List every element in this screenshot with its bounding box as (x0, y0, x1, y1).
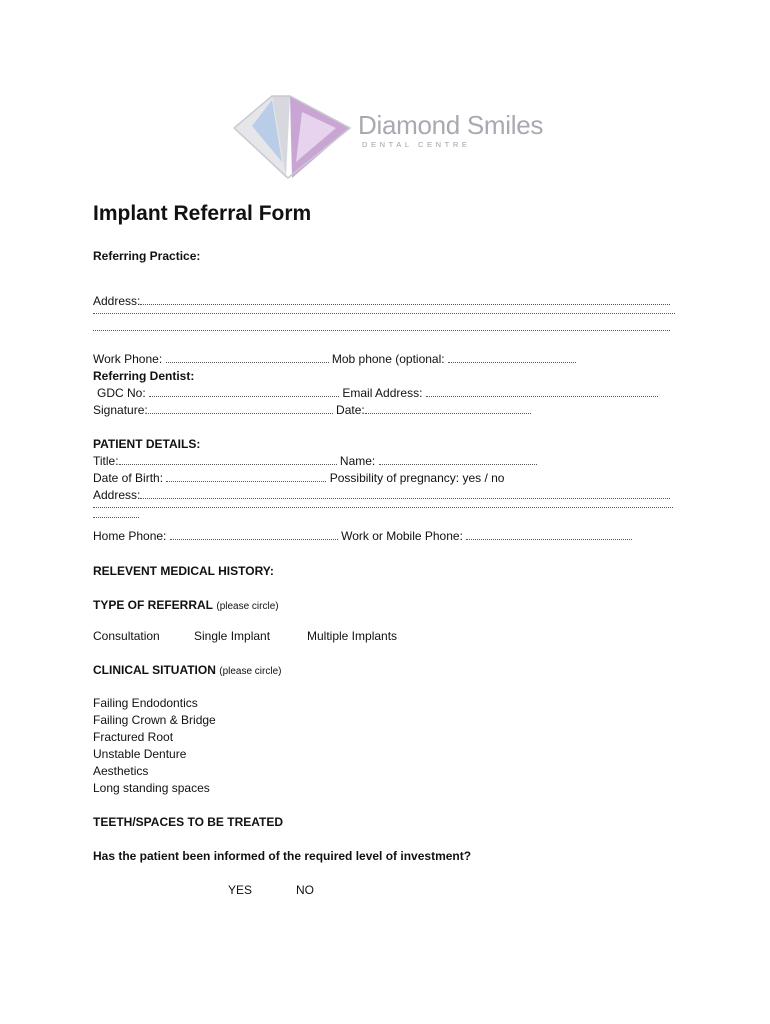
dob-field[interactable] (166, 473, 326, 482)
referring-practice-label: Referring Practice: (93, 249, 201, 263)
address-field-line-2[interactable] (93, 312, 675, 314)
yes-option[interactable]: YES (228, 883, 253, 897)
address-field[interactable] (140, 296, 670, 305)
work-phone-field[interactable] (166, 354, 329, 363)
dob-label: Date of Birth: (93, 471, 164, 485)
title-name-row (93, 454, 537, 469)
referring-dentist-label: Referring Dentist: (93, 369, 195, 383)
date-label: Date: (336, 403, 365, 417)
referral-type-row (93, 598, 279, 614)
home-work-phone-row (93, 529, 632, 544)
form-title: Implant Referral Form (93, 202, 312, 225)
brand-name: Diamond Smiles (358, 110, 544, 140)
patient-address-line-3[interactable] (93, 516, 139, 518)
option-multiple-implants[interactable]: Multiple Implants (307, 629, 398, 643)
clinical-option-aesthetics[interactable]: Aesthetics (93, 764, 149, 778)
pregnancy-label: Possibility of pregnancy: yes / no (329, 471, 505, 485)
referral-options (93, 629, 397, 644)
phone-row (93, 352, 576, 367)
name-label: Name: (339, 454, 376, 468)
mob-phone-label: Mob phone (optional: (331, 352, 445, 366)
email-field[interactable] (426, 388, 658, 397)
clinical-situation-row (93, 663, 281, 679)
title-label: Title: (93, 454, 119, 468)
investment-question: Has the patient been informed of the required level of investment? (93, 849, 472, 863)
clinical-option-fractured-root[interactable]: Fractured Root (93, 730, 174, 744)
clinical-option-unstable-denture[interactable]: Unstable Denture (93, 747, 187, 761)
signature-date-row (93, 403, 531, 418)
work-mobile-label: Work or Mobile Phone: (341, 529, 463, 543)
clinical-option-long-standing-spaces[interactable]: Long standing spaces (93, 781, 210, 795)
practice-address-row (93, 294, 670, 309)
medical-history-heading: RELEVENT MEDICAL HISTORY: (93, 564, 274, 578)
clinical-option-failing-endodontics[interactable]: Failing Endodontics (93, 696, 198, 710)
home-phone-label: Home Phone: (93, 529, 167, 543)
home-phone-field[interactable] (170, 531, 338, 540)
work-phone-label: Work Phone: (93, 352, 163, 366)
patient-address-field[interactable] (140, 490, 670, 499)
patient-address-row (93, 488, 670, 503)
email-label: Email Address: (342, 386, 423, 400)
diamond-logo-icon (232, 92, 352, 180)
brand-subtitle: DENTAL CENTRE (362, 140, 471, 149)
no-option[interactable]: NO (296, 883, 314, 897)
clinical-note: (please circle) (219, 666, 282, 677)
dob-pregnancy-row (93, 471, 504, 486)
patient-address-label: Address: (93, 488, 141, 502)
address-label: Address: (93, 294, 141, 308)
option-single-implant[interactable]: Single Implant (194, 629, 271, 643)
patient-address-line-2[interactable] (93, 506, 673, 508)
brand-logo (232, 92, 552, 180)
patient-details-heading: PATIENT DETAILS: (93, 437, 201, 451)
mob-phone-field[interactable] (448, 354, 576, 363)
signature-field[interactable] (148, 405, 333, 414)
name-field[interactable] (379, 456, 537, 465)
signature-label: Signature: (93, 403, 148, 417)
title-field[interactable] (119, 456, 337, 465)
gdc-email-row (97, 386, 658, 401)
referral-type-heading: TYPE OF REFERRAL (93, 598, 214, 612)
date-field[interactable] (365, 405, 531, 414)
work-mobile-field[interactable] (466, 531, 632, 540)
referral-type-note: (please circle) (216, 601, 279, 612)
gdc-field[interactable] (149, 388, 339, 397)
gdc-label: GDC No: (97, 386, 146, 400)
address-field-line-3[interactable] (93, 329, 670, 331)
option-consultation[interactable]: Consultation (93, 629, 160, 643)
clinical-option-failing-crown-bridge[interactable]: Failing Crown & Bridge (93, 713, 216, 727)
teeth-spaces-heading: TEETH/SPACES TO BE TREATED (93, 815, 284, 829)
clinical-heading: CLINICAL SITUATION (93, 663, 216, 677)
